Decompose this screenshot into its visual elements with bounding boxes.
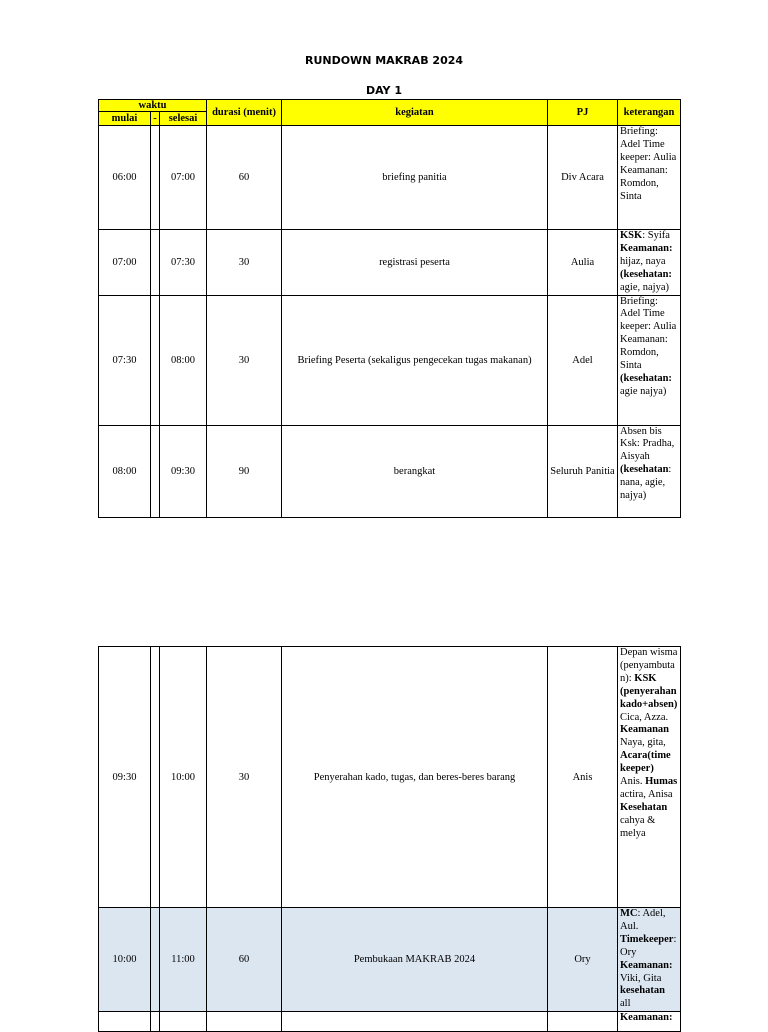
table-row (99, 1012, 681, 1032)
header-keterangan: keterangan (618, 100, 681, 126)
header-dash: - (151, 112, 160, 126)
keterangan-segment: all (620, 998, 631, 1010)
keterangan-segment: Time keeper: Aulia (620, 138, 677, 163)
cell-pj: Ory (548, 908, 618, 1012)
keterangan-segment: Keamanan: (620, 242, 673, 254)
keterangan-segment: Keamanan: Romdon, Sinta (620, 334, 668, 372)
keterangan-segment: actira, Anisa (620, 788, 673, 800)
keterangan-segment: Absen bis Ksk: Pradha, Aisyah (620, 425, 675, 463)
cell-keterangan (618, 230, 681, 296)
cell-keterangan (618, 1012, 681, 1032)
cell-keterangan (618, 647, 681, 908)
keterangan-segment: Kesehatan (620, 801, 668, 813)
cell-pj (548, 1012, 618, 1032)
keterangan-segment: Keamanan: (620, 959, 673, 971)
cell-mulai: 09:30 (99, 647, 151, 908)
cell-mulai: 07:00 (99, 230, 151, 296)
cell-mulai: 10:00 (99, 908, 151, 1012)
cell-durasi: 60 (207, 126, 282, 230)
cell-mulai: 06:00 (99, 126, 151, 230)
cell-durasi: 30 (207, 230, 282, 296)
rundown-table-day1 (98, 99, 681, 518)
day-label: DAY 1 (365, 84, 403, 97)
cell-kegiatan: Briefing Peserta (sekaligus pengecekan tugas makanan) (282, 295, 548, 425)
cell-kegiatan (282, 1012, 548, 1032)
cell-mulai: 08:00 (99, 425, 151, 517)
cell-pj: Seluruh Panitia (548, 425, 618, 517)
cell-pj: Div Acara (548, 126, 618, 230)
keterangan-segment: MC (620, 908, 638, 919)
cell-durasi: 90 (207, 425, 282, 517)
cell-dash (151, 647, 160, 908)
document-title: RUNDOWN MAKRAB 2024 (304, 54, 464, 67)
keterangan-segment: kesehatan (620, 985, 665, 997)
cell-kegiatan: Pembukaan MAKRAB 2024 (282, 908, 548, 1012)
keterangan-segment: KSK (penyerahan kado+absen) (620, 672, 678, 710)
keterangan-segment: Briefing: Adel (620, 295, 658, 320)
cell-durasi: 30 (207, 295, 282, 425)
cell-selesai: 11:00 (160, 908, 207, 1012)
table-row (99, 295, 681, 425)
cell-selesai (160, 1012, 207, 1032)
keterangan-segment: Acara(time keeper) (620, 750, 671, 775)
keterangan-segment: hijaz, naya (620, 255, 666, 267)
keterangan-segment: : nana, agie, najya) (620, 464, 672, 502)
table-row (99, 908, 681, 1012)
keterangan-segment: : Adel, Aul. (620, 908, 666, 932)
table-row (99, 126, 681, 230)
keterangan-segment: Viki, Gita (620, 972, 662, 984)
keterangan-segment: Briefing: Adel (620, 126, 658, 150)
keterangan-segment: (kesehatan (620, 464, 669, 476)
cell-keterangan (618, 425, 681, 517)
keterangan-segment: KSK (620, 230, 643, 241)
cell-dash (151, 126, 160, 230)
cell-pj: Adel (548, 295, 618, 425)
keterangan-segment: Depan wisma (penyambutan): (620, 647, 678, 684)
cell-dash (151, 1012, 160, 1032)
cell-kegiatan: briefing panitia (282, 126, 548, 230)
header-durasi: durasi (menit) (207, 100, 282, 126)
keterangan-segment: (kesehatan: (620, 372, 672, 384)
cell-selesai: 07:30 (160, 230, 207, 296)
header-pj: PJ (548, 100, 618, 126)
cell-selesai: 08:00 (160, 295, 207, 425)
header-kegiatan: kegiatan (282, 100, 548, 126)
table-row (99, 230, 681, 296)
cell-dash (151, 295, 160, 425)
keterangan-segment: agie, najya) (620, 281, 669, 293)
keterangan-segment: Humas (645, 776, 678, 788)
cell-durasi (207, 1012, 282, 1032)
table-row (99, 647, 681, 908)
keterangan-segment: cahya & melya (620, 814, 656, 839)
cell-kegiatan: Penyerahan kado, tugas, dan beres-beres barang (282, 647, 548, 908)
cell-durasi: 60 (207, 908, 282, 1012)
cell-selesai: 07:00 (160, 126, 207, 230)
keterangan-segment: : Syifa (642, 230, 670, 241)
cell-durasi: 30 (207, 647, 282, 908)
header-waktu: waktu (99, 100, 207, 112)
keterangan-segment: Cica, Azza. (620, 711, 669, 723)
cell-keterangan (618, 908, 681, 1012)
cell-dash (151, 908, 160, 1012)
cell-kegiatan: registrasi peserta (282, 230, 548, 296)
keterangan-segment: Anis. (620, 776, 646, 788)
table-row (99, 425, 681, 517)
cell-kegiatan: berangkat (282, 425, 548, 517)
cell-pj: Aulia (548, 230, 618, 296)
keterangan-segment: Naya, gita, (620, 737, 666, 749)
keterangan-segment: Keamanan: (620, 1012, 673, 1024)
keterangan-segment: Timekeeper (620, 933, 674, 945)
header-mulai: mulai (99, 112, 151, 126)
keterangan-segment: Keamanan (620, 724, 670, 736)
cell-selesai: 10:00 (160, 647, 207, 908)
keterangan-segment: agie najya) (620, 385, 667, 397)
keterangan-segment: : Ory (620, 933, 677, 958)
cell-selesai: 09:30 (160, 425, 207, 517)
cell-dash (151, 425, 160, 517)
rundown-table-day1-continued (98, 646, 681, 1032)
cell-pj: Anis (548, 647, 618, 908)
cell-keterangan (618, 126, 681, 230)
keterangan-segment: Keamanan: Romdon, Sinta (620, 164, 668, 202)
cell-mulai (99, 1012, 151, 1032)
keterangan-segment: (kesehatan: (620, 268, 672, 280)
cell-keterangan (618, 295, 681, 425)
header-selesai: selesai (160, 112, 207, 126)
cell-dash (151, 230, 160, 296)
cell-mulai: 07:30 (99, 295, 151, 425)
keterangan-segment: Time keeper: Aulia (620, 308, 677, 333)
